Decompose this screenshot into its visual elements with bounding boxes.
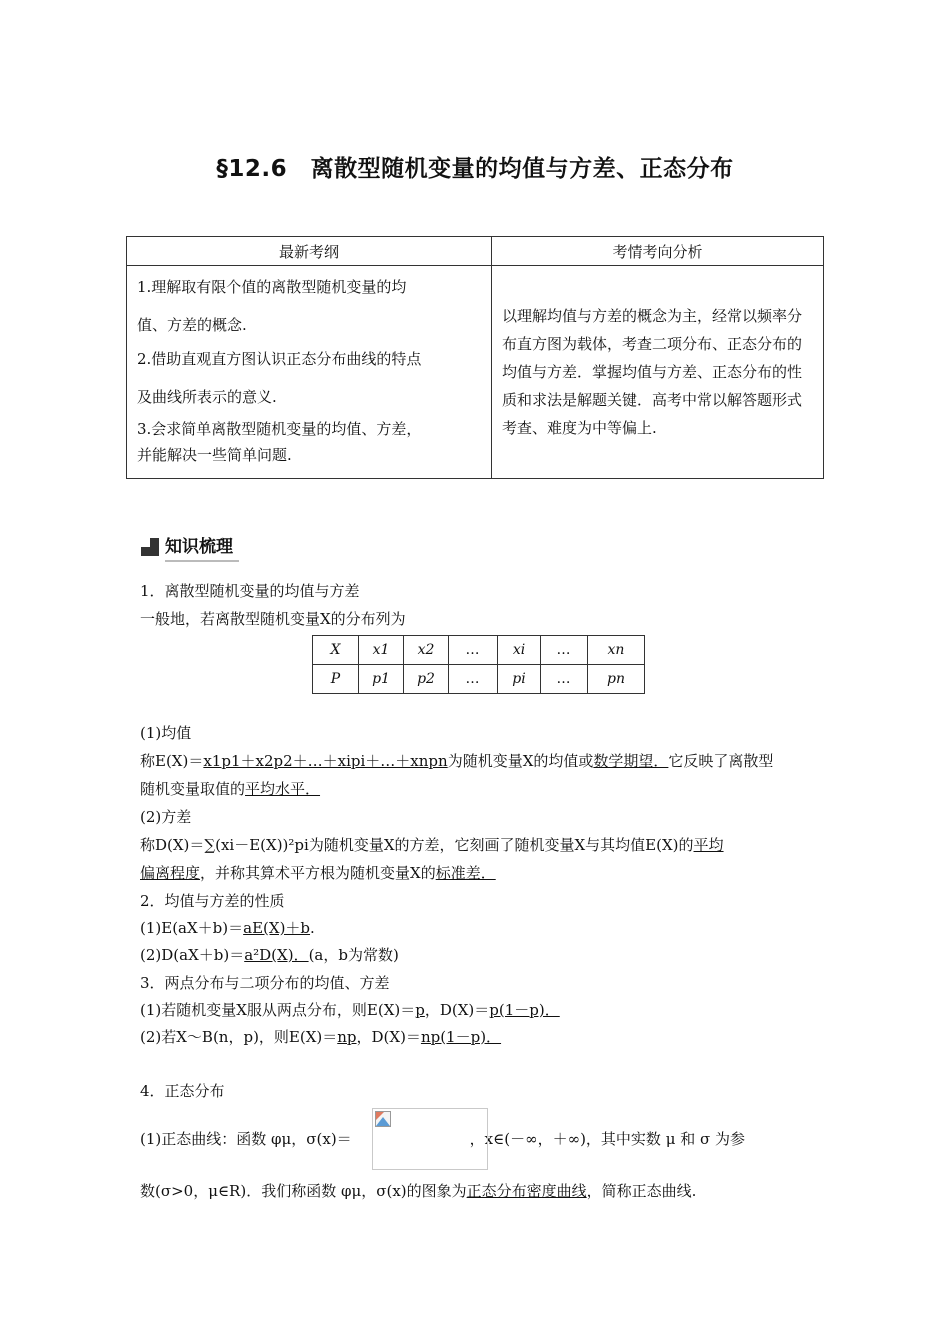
header-analysis: 考情考向分析: [492, 237, 824, 266]
mean-definition: 称E(X)＝x1p1＋x2p2＋…＋xipi＋…＋xnpn为随机变量X的均值或数学期望．它反映了离散型: [140, 752, 774, 770]
mean-definition-2: 随机变量取值的平均水平．: [140, 780, 321, 798]
page-title: §12.6 离散型随机变量的均值与方差、正态分布: [216, 156, 734, 182]
section-title: 知识梳理: [165, 532, 239, 562]
analysis-line: 考查、难度为中等偏上.: [502, 419, 657, 437]
dist-cell: x2: [404, 636, 449, 665]
syllabus-line: 3.会求简单离散型随机变量的均值、方差，: [137, 420, 422, 438]
analysis-cell: [492, 266, 824, 479]
section-square-icon: [141, 538, 159, 556]
property-2: (2)D(aX＋b)＝a²D(X)．(a，b为常数): [140, 946, 399, 964]
analysis-line: 均值与方差．掌握均值与方差、正态分布的性: [502, 363, 803, 381]
dist-cell: …: [449, 665, 498, 694]
header-syllabus: 最新考纲: [127, 237, 492, 266]
two-point-line: (1)若随机变量X服从两点分布，则E(X)＝p，D(X)＝p(1－p)．: [140, 1001, 560, 1019]
heading-1: 1．离散型随机变量的均值与方差: [140, 582, 360, 600]
formula-image: [372, 1108, 488, 1170]
syllabus-cell: [127, 266, 492, 479]
syllabus-line: 值、方差的概念.: [137, 316, 247, 334]
heading-3: 3．两点分布与二项分布的均值、方差: [140, 974, 390, 992]
section-heading: [141, 534, 239, 560]
analysis-line: 布直方图为载体，考查二项分布、正态分布的: [502, 335, 803, 353]
heading-4: 4．正态分布: [140, 1082, 225, 1100]
syllabus-table: [126, 236, 824, 479]
syllabus-line: 1.理解取有限个值的离散型随机变量的均: [137, 278, 407, 296]
variance-definition: 称D(X)＝∑(xi－E(X))²pi为随机变量X的方差，它刻画了随机变量X与其均值E(X)的平均: [140, 836, 724, 854]
property-1: (1)E(aX＋b)＝aE(X)＋b.: [140, 919, 315, 937]
analysis-line: 以理解均值与方差的概念为主，经常以频率分: [502, 307, 803, 325]
syllabus-line: 2.借助直观直方图认识正态分布曲线的特点: [137, 350, 422, 368]
dist-cell: xn: [588, 636, 645, 665]
variance-label: (2)方差: [140, 808, 192, 826]
syllabus-line: 并能解决一些简单问题.: [137, 446, 292, 464]
variance-definition-2: 偏离程度，并称其算术平方根为随机变量X的标准差．: [140, 864, 496, 882]
syllabus-line: 及曲线所表示的意义.: [137, 388, 277, 406]
dist-cell: …: [541, 665, 588, 694]
dist-cell: x1: [359, 636, 404, 665]
heading-2: 2．均值与方差的性质: [140, 892, 285, 910]
binomial-line: (2)若X～B(n，p)，则E(X)＝np，D(X)＝np(1－p)．: [140, 1028, 502, 1046]
dist-cell: xi: [498, 636, 541, 665]
broken-image-icon: [375, 1111, 391, 1127]
dist-cell: p2: [404, 665, 449, 694]
dist-cell: …: [541, 636, 588, 665]
dist-cell: X: [313, 636, 359, 665]
dist-cell: pi: [498, 665, 541, 694]
mean-label: (1)均值: [140, 724, 192, 742]
dist-cell: P: [313, 665, 359, 694]
normal-curve-line: (1)正态曲线：函数 φμ，σ(x)＝ ，x∈(－∞，＋∞)，其中实数 μ 和 σ 为参: [140, 1130, 745, 1148]
dist-cell: pn: [588, 665, 645, 694]
normal-curve-line-2: 数(σ>0，μ∈R)．我们称函数 φμ，σ(x)的图象为正态分布密度曲线，简称正态曲线.: [140, 1182, 697, 1200]
intro-text: 一般地，若离散型随机变量X的分布列为: [140, 610, 406, 628]
dist-cell: …: [449, 636, 498, 665]
dist-cell: p1: [359, 665, 404, 694]
analysis-line: 质和求法是解题关键．高考中常以解答题形式: [502, 391, 803, 409]
distribution-table: [312, 635, 645, 694]
